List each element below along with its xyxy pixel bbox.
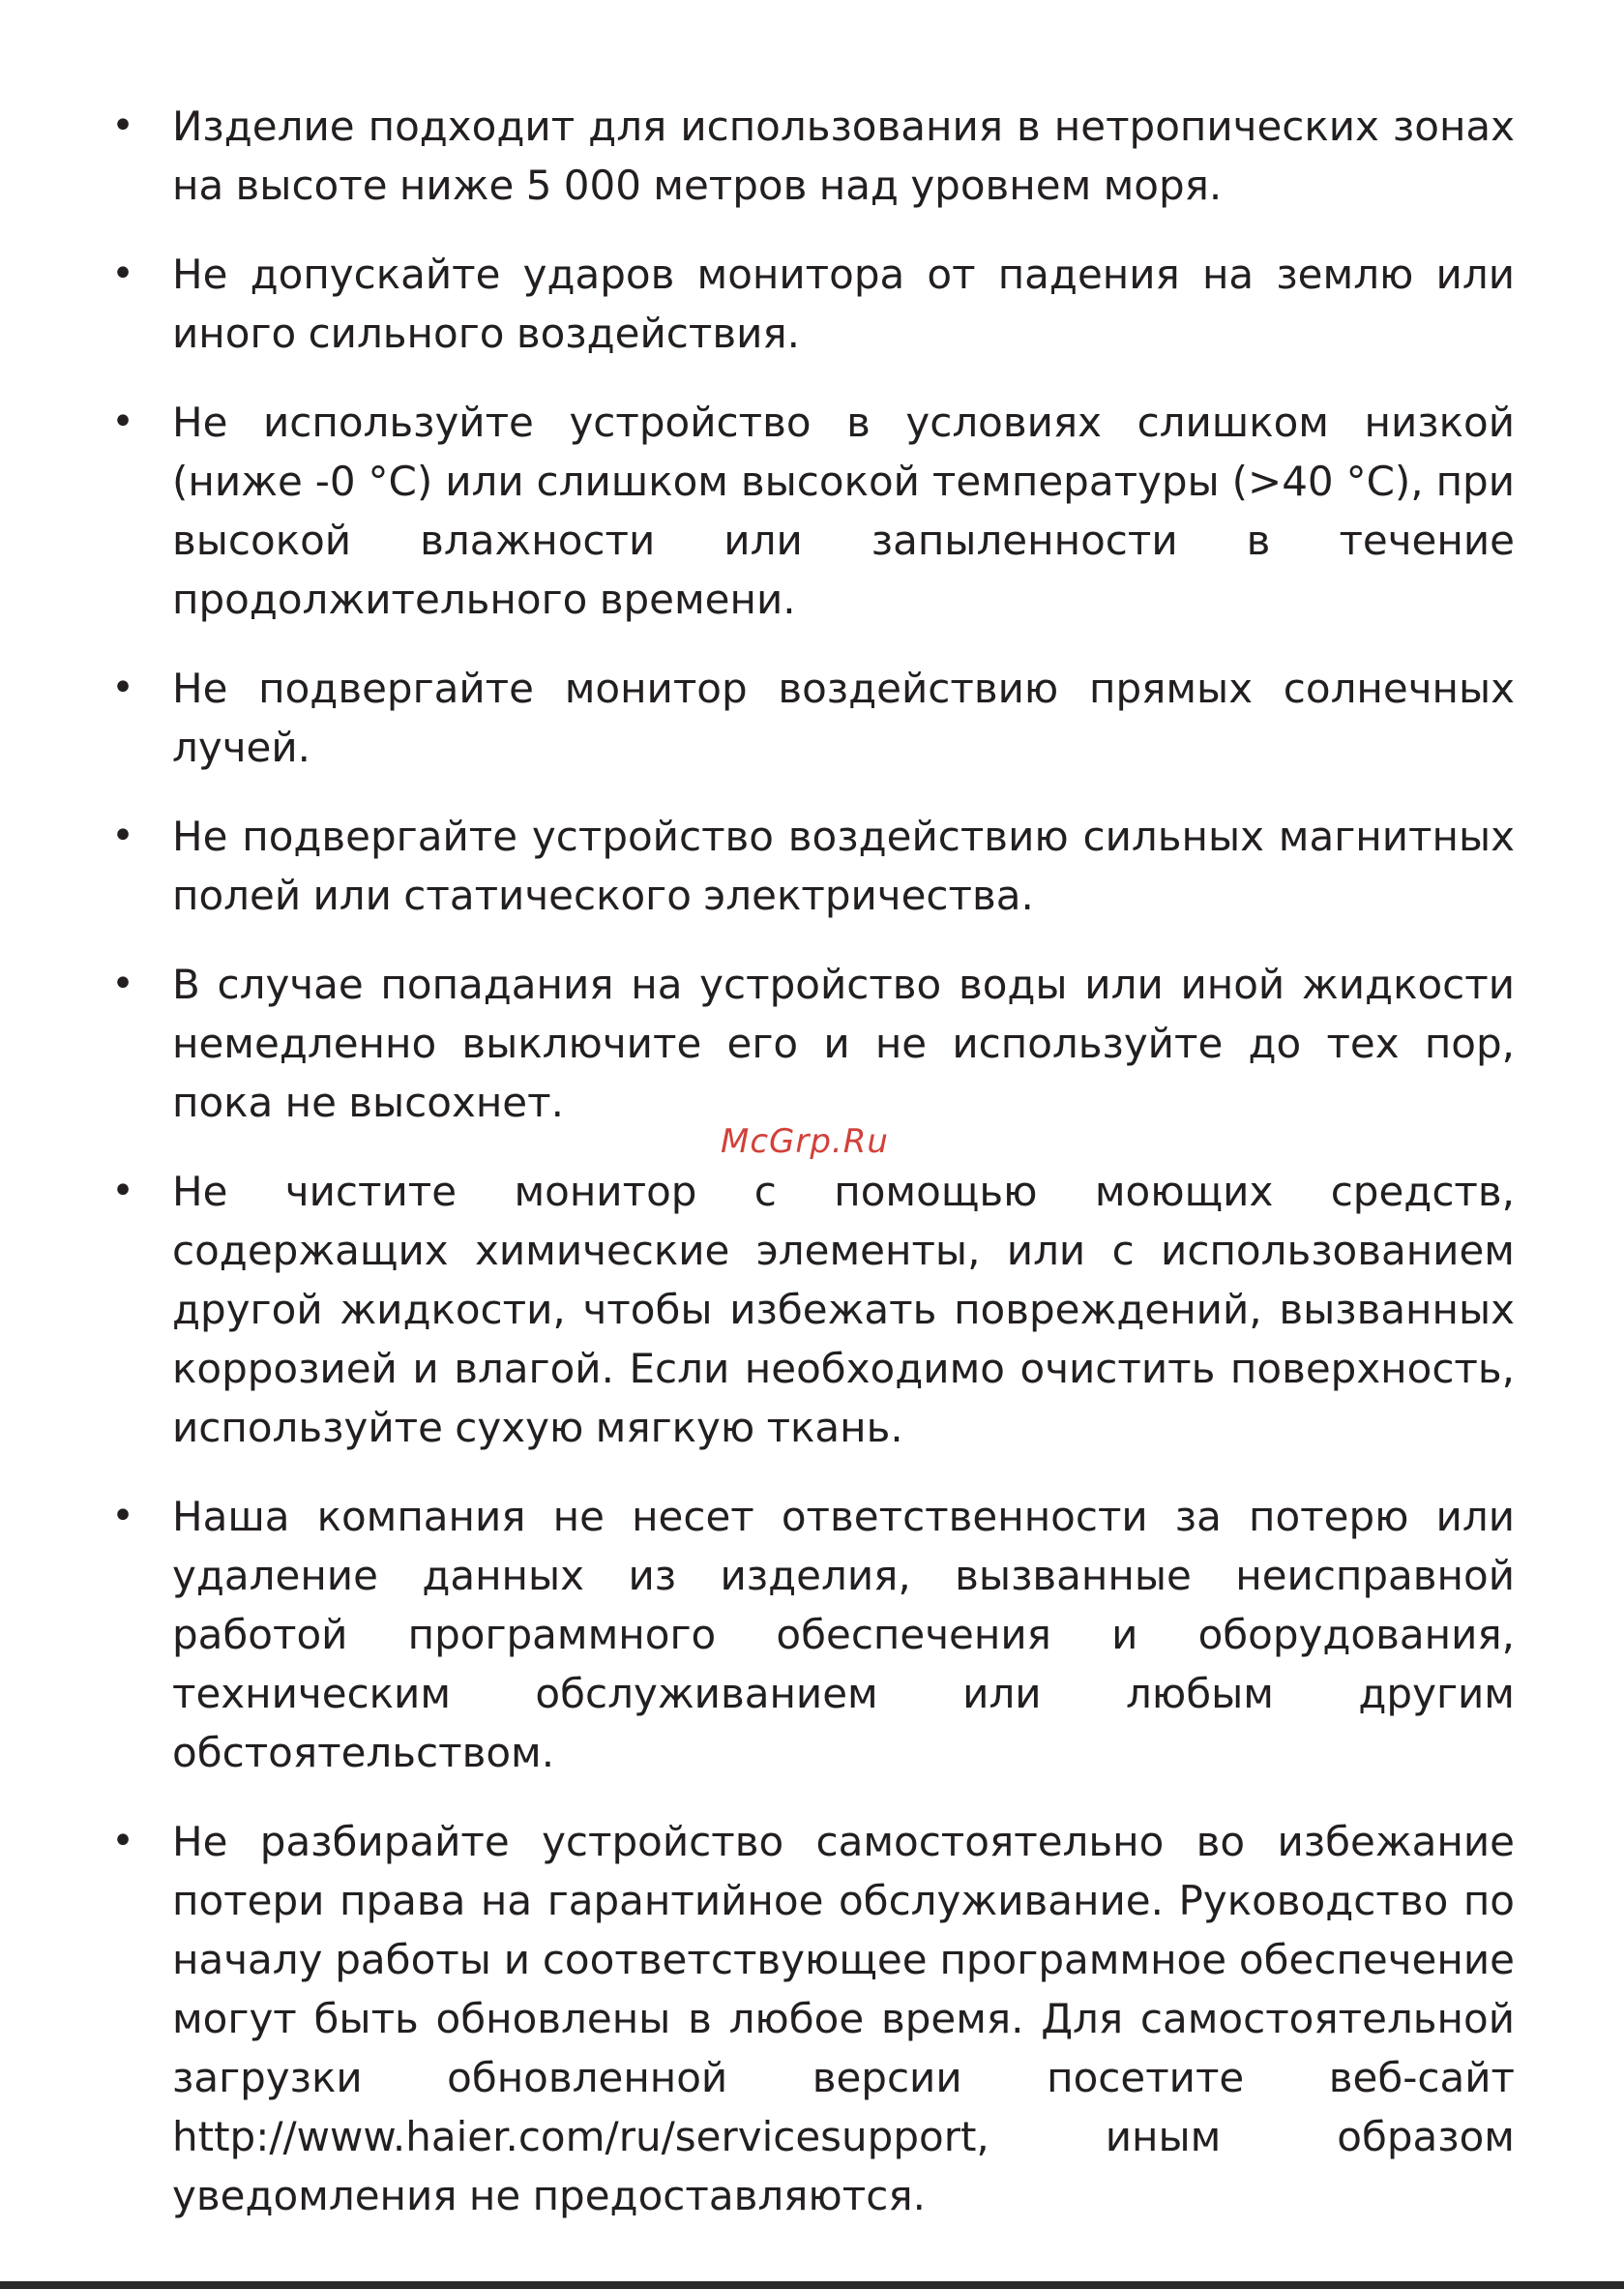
list-item-text: Не подвергайте устройство воздействию сильных магнитных полей или статического электричества. xyxy=(172,813,1515,919)
list-item-text: Не допускайте ударов монитора от падения на землю или иного сильного воздействия. xyxy=(172,251,1515,357)
bullet-icon: • xyxy=(111,814,134,858)
bullet-icon: • xyxy=(111,1494,134,1538)
bullet-icon: • xyxy=(111,666,134,710)
list-item xyxy=(103,1812,1515,2225)
list-item-text: Не чистите монитор с помощью моющих средств, содержащих химические элементы, или с использованием другой жидкости, чтобы избежать повреждений, вызванных коррозией и влагой. Если необходимо очистить поверхность, используйте сухую мягкую ткань. xyxy=(172,1168,1515,1451)
list-item-text: Не разбирайте устройство самостоятельно во избежание потери права на гарантийное обслуживание. Руководство по началу работы и соответствующее программное обеспечение могут быть обновлены в любое время. Для самостоятельной загрузки обновленной версии посетите веб-сайт http://www.haier.com/ru/servicesupport, иным образом уведомления не предоставляются. xyxy=(172,1818,1515,2219)
list-item xyxy=(103,659,1515,777)
list-item xyxy=(103,393,1515,629)
bullet-icon: • xyxy=(111,400,134,444)
list-item xyxy=(103,1162,1515,1457)
bullet-icon: • xyxy=(111,1819,134,1863)
bullet-icon: • xyxy=(111,962,134,1006)
list-item-text: Не используйте устройство в условиях слишком низкой (ниже -0 °C) или слишком высокой температуры (>40 °C), при высокой влажности или запыленности в течение продолжительного времени. xyxy=(172,399,1515,623)
list-item-text: Наша компания не несет ответственности за потерю или удаление данных из изделия, вызванные неисправной работой программного обеспечения и оборудования, техническим обслуживанием или любым другим обстоятельством. xyxy=(172,1493,1515,1776)
list-item-text: Изделие подходит для использования в нетропических зонах на высоте ниже 5 000 метров над уровнем моря. xyxy=(172,103,1515,209)
list-item xyxy=(103,245,1515,363)
footer-divider xyxy=(0,2281,1624,2289)
bullet-icon: • xyxy=(111,104,134,148)
bullet-icon: • xyxy=(111,252,134,296)
list-item xyxy=(103,955,1515,1132)
bullet-icon: • xyxy=(111,1169,134,1213)
list-item-text: Не подвергайте монитор воздействию прямых солнечных лучей. xyxy=(172,665,1515,771)
safety-instructions-list xyxy=(103,97,1515,2255)
list-item xyxy=(103,97,1515,215)
list-item xyxy=(103,807,1515,925)
watermark-text: McGrp.Ru xyxy=(721,1122,889,1161)
list-item-text: В случае попадания на устройство воды или иной жидкости немедленно выключите его и не используйте до тех пор, пока не высохнет. xyxy=(172,961,1515,1126)
list-item xyxy=(103,1487,1515,1782)
